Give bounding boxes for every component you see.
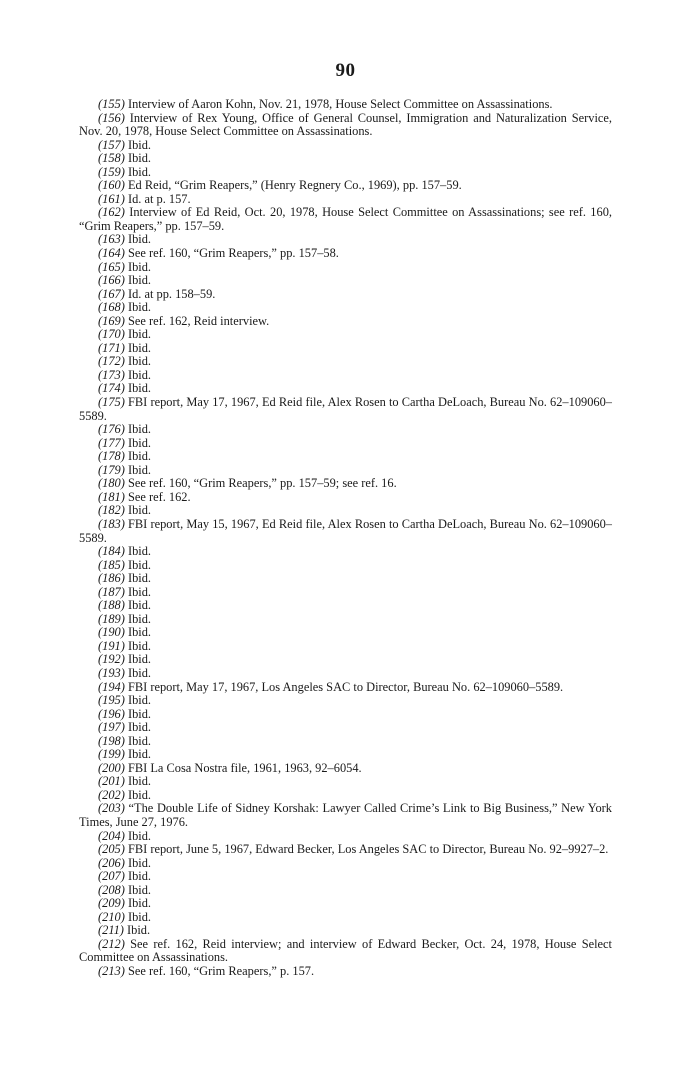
endnote-text: FBI report, May 17, 1967, Ed Reid file, Alex Rosen to Cartha DeLoach, Bureau No. 62–109060–5589. bbox=[79, 395, 612, 423]
endnote-number: (187) bbox=[98, 584, 125, 599]
endnote-number: (202) bbox=[98, 787, 125, 802]
endnote-text: Ibid. bbox=[127, 787, 152, 802]
endnote-text: Ibid. bbox=[127, 665, 152, 680]
endnote-text: Ibid. bbox=[127, 733, 152, 748]
endnote bbox=[79, 830, 612, 844]
endnote bbox=[79, 139, 612, 153]
endnote bbox=[79, 179, 612, 193]
endnote bbox=[79, 911, 612, 925]
endnote-number: (155) bbox=[98, 97, 125, 111]
endnote-text: Ed Reid, “Grim Reapers,” (Henry Regnery Co., 1969), pp. 157–59. bbox=[127, 178, 462, 193]
endnote bbox=[79, 572, 612, 586]
endnote-number: (168) bbox=[98, 300, 125, 315]
endnote bbox=[79, 464, 612, 478]
endnote-text: Ibid. bbox=[127, 706, 152, 721]
endnote-number: (171) bbox=[98, 340, 125, 355]
endnote-number: (162) bbox=[98, 205, 125, 220]
endnote bbox=[79, 98, 612, 112]
endnote-number: (182) bbox=[98, 503, 125, 518]
endnote bbox=[79, 802, 612, 829]
endnote-number: (203) bbox=[98, 801, 125, 816]
endnote-number: (197) bbox=[98, 720, 125, 735]
endnote bbox=[79, 315, 612, 329]
endnote bbox=[79, 369, 612, 383]
endnote bbox=[79, 721, 612, 735]
endnote-number: (194) bbox=[98, 679, 125, 694]
endnote-text: Ibid. bbox=[127, 638, 152, 653]
endnote-text: Ibid. bbox=[127, 909, 152, 924]
endnote-number: (201) bbox=[98, 774, 125, 789]
endnote-text: See ref. 160, “Grim Reapers,” pp. 157–58. bbox=[127, 246, 339, 261]
endnote-number: (188) bbox=[98, 598, 125, 613]
endnote-number: (189) bbox=[98, 611, 125, 626]
endnote bbox=[79, 694, 612, 708]
page-number: 90 bbox=[335, 60, 356, 81]
endnote bbox=[79, 166, 612, 180]
endnote-text: FBI report, May 17, 1967, Los Angeles SAC to Director, Bureau No. 62–109060–5589. bbox=[127, 679, 564, 694]
endnote-number: (193) bbox=[98, 665, 125, 680]
endnote-number: (158) bbox=[98, 151, 125, 166]
endnote-number: (165) bbox=[98, 259, 125, 274]
endnote bbox=[79, 843, 612, 857]
endnote bbox=[79, 938, 612, 965]
endnote-text: Ibid. bbox=[127, 232, 152, 247]
endnote bbox=[79, 897, 612, 911]
endnote bbox=[79, 396, 612, 423]
endnote-text: Ibid. bbox=[127, 259, 152, 274]
endnote-text: FBI report, June 5, 1967, Edward Becker, Los Angeles SAC to Director, Bureau No. 92–9927–2. bbox=[127, 842, 609, 857]
endnotes-list bbox=[79, 98, 612, 979]
endnote bbox=[79, 274, 612, 288]
endnote bbox=[79, 965, 612, 979]
endnote-number: (164) bbox=[98, 246, 125, 261]
endnote bbox=[79, 355, 612, 369]
endnote bbox=[79, 261, 612, 275]
endnote bbox=[79, 762, 612, 776]
endnote-text: Ibid. bbox=[127, 882, 152, 897]
endnote-text: See ref. 162, Reid interview. bbox=[127, 313, 270, 328]
endnote-text: Ibid. bbox=[127, 923, 151, 938]
endnote-text: Ibid. bbox=[127, 747, 152, 762]
endnote-text: Ibid. bbox=[127, 611, 152, 626]
endnote-number: (191) bbox=[98, 638, 125, 653]
endnote bbox=[79, 477, 612, 491]
endnote-number: (211) bbox=[98, 923, 124, 938]
endnote bbox=[79, 613, 612, 627]
endnote-text: Ibid. bbox=[127, 855, 152, 870]
endnote-number: (186) bbox=[98, 571, 125, 586]
endnote-text: Ibid. bbox=[127, 625, 152, 640]
endnote-number: (195) bbox=[98, 693, 125, 708]
endnote bbox=[79, 288, 612, 302]
endnote-text: Ibid. bbox=[127, 381, 152, 396]
endnote bbox=[79, 206, 612, 233]
endnote-text: Id. at pp. 158–59. bbox=[127, 286, 216, 301]
endnote bbox=[79, 735, 612, 749]
endnote-number: (178) bbox=[98, 449, 125, 464]
endnote-text: Ibid. bbox=[127, 571, 152, 586]
endnote-text: Ibid. bbox=[127, 503, 152, 518]
endnote bbox=[79, 518, 612, 545]
endnote-text: Ibid. bbox=[127, 137, 152, 152]
endnote-text: Ibid. bbox=[127, 869, 152, 884]
endnote-number: (198) bbox=[98, 733, 125, 748]
endnote-text: Interview of Ed Reid, Oct. 20, 1978, House Select Committee on Assassinations; see ref. 160, “Grim Reapers,” pp. 157–59. bbox=[79, 205, 612, 233]
endnote-number: (157) bbox=[98, 137, 125, 152]
endnote bbox=[79, 423, 612, 437]
endnote bbox=[79, 748, 612, 762]
endnote-number: (167) bbox=[98, 286, 125, 301]
endnote bbox=[79, 708, 612, 722]
endnote bbox=[79, 870, 612, 884]
endnote-number: (212) bbox=[98, 936, 125, 951]
endnote-text: Interview of Rex Young, Office of General Counsel, Immigration and Naturalization Service, Nov. 20, 1978, House Select Committee on Assassinations. bbox=[79, 110, 612, 139]
endnote bbox=[79, 681, 612, 695]
endnote bbox=[79, 924, 612, 938]
endnote-text: Ibid. bbox=[127, 422, 152, 437]
endnote bbox=[79, 667, 612, 681]
endnote-text: See ref. 162. bbox=[127, 489, 191, 504]
endnote-text: Ibid. bbox=[127, 693, 152, 708]
endnote-text: Id. at p. 157. bbox=[127, 191, 191, 206]
endnote-number: (200) bbox=[98, 760, 125, 775]
endnote-number: (179) bbox=[98, 462, 125, 477]
endnote-number: (163) bbox=[98, 232, 125, 247]
endnote-number: (209) bbox=[98, 896, 125, 911]
endnote-text: See ref. 162, Reid interview; and interview of Edward Becker, Oct. 24, 1978, House Select Committee on Assassinations. bbox=[79, 936, 612, 965]
endnote bbox=[79, 247, 612, 261]
endnote-number: (176) bbox=[98, 422, 125, 437]
endnote-number: (208) bbox=[98, 882, 125, 897]
endnote bbox=[79, 789, 612, 803]
endnote bbox=[79, 112, 612, 139]
endnote-text: Ibid. bbox=[127, 151, 152, 166]
endnote-text: Interview of Aaron Kohn, Nov. 21, 1978, House Select Committee on Assassinations. bbox=[127, 97, 553, 111]
endnote-text: Ibid. bbox=[127, 462, 152, 477]
endnote-text: Ibid. bbox=[127, 896, 152, 911]
endnote-number: (210) bbox=[98, 909, 125, 924]
endnote-number: (160) bbox=[98, 178, 125, 193]
endnote-text: Ibid. bbox=[127, 828, 152, 843]
endnote-text: Ibid. bbox=[127, 544, 152, 559]
endnote-number: (161) bbox=[98, 191, 125, 206]
endnote-text: Ibid. bbox=[127, 340, 152, 355]
endnote-text: Ibid. bbox=[127, 774, 152, 789]
endnote bbox=[79, 653, 612, 667]
endnote-text: FBI report, May 15, 1967, Ed Reid file, Alex Rosen to Cartha DeLoach, Bureau No. 62–109060–5589. bbox=[79, 516, 612, 545]
endnote-number: (196) bbox=[98, 706, 125, 721]
endnote-text: Ibid. bbox=[127, 354, 152, 369]
endnote bbox=[79, 599, 612, 613]
endnote-number: (159) bbox=[98, 164, 125, 179]
endnote bbox=[79, 504, 612, 518]
endnote-number: (173) bbox=[98, 367, 125, 382]
endnote bbox=[79, 301, 612, 315]
endnote-text: Ibid. bbox=[127, 449, 152, 464]
endnote-text: Ibid. bbox=[127, 584, 152, 599]
endnote-number: (169) bbox=[98, 313, 125, 328]
endnote-text: Ibid. bbox=[127, 164, 152, 179]
endnote-number: (206) bbox=[98, 855, 125, 870]
endnote bbox=[79, 491, 612, 505]
endnote bbox=[79, 559, 612, 573]
endnote-number: (199) bbox=[98, 747, 125, 762]
endnote-text: Ibid. bbox=[127, 300, 152, 315]
endnote bbox=[79, 545, 612, 559]
endnote-text: Ibid. bbox=[127, 598, 152, 613]
endnote-number: (166) bbox=[98, 273, 125, 288]
endnote bbox=[79, 884, 612, 898]
endnote-number: (170) bbox=[98, 327, 125, 342]
endnote-text: Ibid. bbox=[127, 435, 152, 450]
endnote bbox=[79, 437, 612, 451]
endnote bbox=[79, 193, 612, 207]
endnote bbox=[79, 626, 612, 640]
endnote-number: (190) bbox=[98, 625, 125, 640]
endnote-number: (177) bbox=[98, 435, 125, 450]
endnote-number: (172) bbox=[98, 354, 125, 369]
endnote-text: Ibid. bbox=[127, 327, 152, 342]
endnote-text: Ibid. bbox=[127, 557, 152, 572]
endnote-number: (204) bbox=[98, 828, 125, 843]
endnote bbox=[79, 342, 612, 356]
endnote-number: (205) bbox=[98, 842, 125, 857]
endnote bbox=[79, 857, 612, 871]
endnote bbox=[79, 152, 612, 166]
endnote bbox=[79, 328, 612, 342]
endnote bbox=[79, 775, 612, 789]
endnote-text: Ibid. bbox=[127, 273, 152, 288]
endnote-text: See ref. 160, “Grim Reapers,” pp. 157–59; see ref. 16. bbox=[127, 476, 397, 491]
endnote-text: See ref. 160, “Grim Reapers,” p. 157. bbox=[127, 964, 315, 978]
endnote bbox=[79, 382, 612, 396]
endnote-number: (207) bbox=[98, 869, 125, 884]
endnote-number: (174) bbox=[98, 381, 125, 396]
endnote-number: (184) bbox=[98, 544, 125, 559]
endnote-number: (192) bbox=[98, 652, 125, 667]
endnote-number: (175) bbox=[98, 395, 125, 410]
endnote bbox=[79, 586, 612, 600]
endnote bbox=[79, 450, 612, 464]
endnote bbox=[79, 640, 612, 654]
endnote-text: Ibid. bbox=[127, 652, 152, 667]
endnote-text: FBI La Cosa Nostra file, 1961, 1963, 92–6054. bbox=[127, 760, 362, 775]
endnote-number: (213) bbox=[98, 964, 125, 978]
endnote-text: Ibid. bbox=[127, 367, 152, 382]
endnote-text: Ibid. bbox=[127, 720, 152, 735]
endnote-number: (180) bbox=[98, 476, 125, 491]
endnote-number: (185) bbox=[98, 557, 125, 572]
endnote-number: (183) bbox=[98, 516, 125, 531]
endnote-number: (156) bbox=[98, 110, 125, 125]
endnote-number: (181) bbox=[98, 489, 125, 504]
endnote bbox=[79, 233, 612, 247]
endnote-text: “The Double Life of Sidney Korshak: Lawyer Called Crime’s Link to Big Business,” New York Times, June 27, 1976. bbox=[79, 801, 612, 829]
